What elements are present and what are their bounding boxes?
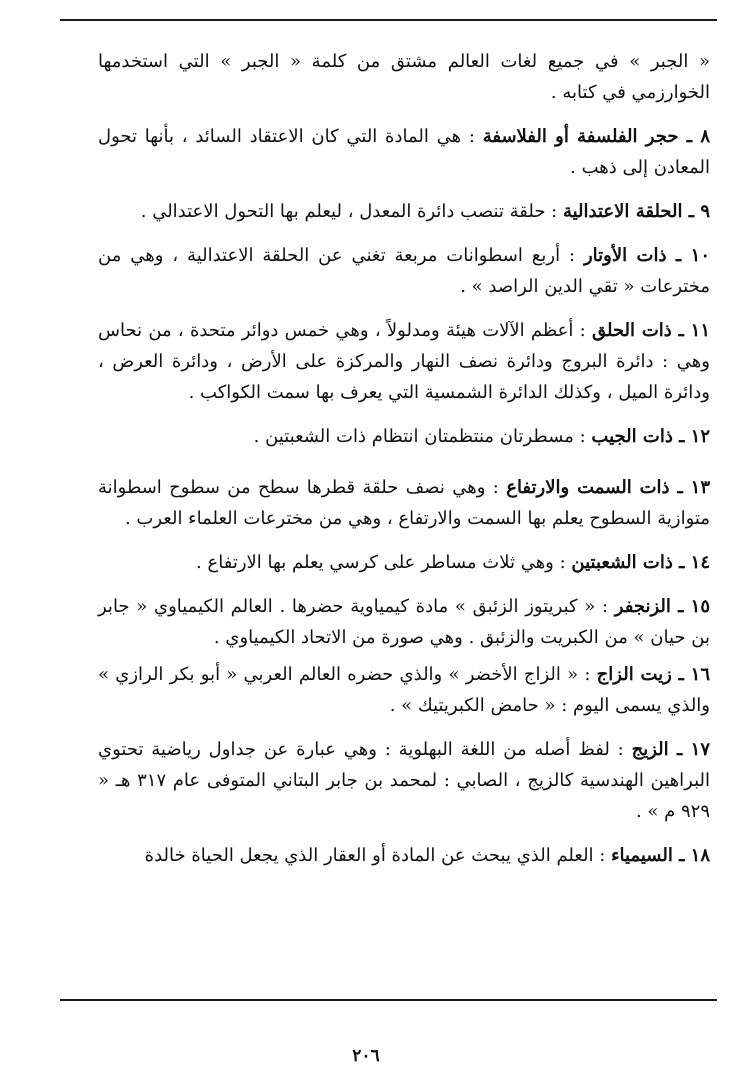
entry-body: « الجبر » في جميع لغات العالم مشتق من كلمة « الجبر » التي استخدمها الخوارزمي في كتابه . [98,51,710,103]
glossary-entry [98,240,710,302]
glossary-entry [98,46,710,108]
entry-body: : وهي نصف حلقة قطرها سطح من سطوح اسطوانة متوازية السطوح يعلم بها السمت والارتفاع ، وهي من مخترعات العلماء العرب . [98,477,710,529]
entry-body: : مسطرتان منتظمتان انتظام ذات الشعبتين . [253,426,592,447]
bottom-rule [60,999,717,1001]
entry-body: : وهي ثلاث مساطر على كرسي يعلم بها الارتفاع . [196,552,572,573]
entry-term: ١٢ ـ ذات الجيب [591,426,710,447]
entry-body: : أعظم الآلات هيئة ومدلولاً ، وهي خمس دوائر متحدة ، من نحاس وهي : دائرة البروج ودائرة نصف النهار والمركزة على الأرض ، ودائرة العرض ، ودائرة الميل ، وكذلك الدائرة الشمسية التي يعرف بها سمت الكواكب . [98,320,710,403]
glossary-entry [98,547,710,578]
glossary-entry [98,121,710,183]
entry-term: ١٠ ـ ذات الأوتار [583,245,710,266]
entry-term: ١١ ـ ذات الحلق [591,320,710,341]
entry-body: : لفظ أصله من اللغة البهلوية : وهي عبارة عن جداول رياضية تحتوي البراهين الهندسية كالزيج ، الصابي : لمحمد بن جابر البتاني المتوفى عام ٣١٧ هـ « ٩٢٩ م » . [98,739,710,822]
page-body [98,46,710,884]
entry-body: : « كبريتوز الزئبق » مادة كيمياوية حضرها . العالم الكيمياوي « جابر بن حيان » من الكبريت والزئبق . وهي صورة من الاتحاد الكيمياوي . [98,596,710,648]
glossary-entry [98,421,710,452]
entry-term: ١٦ ـ زيت الزاج [596,664,710,685]
entry-term: ٨ ـ حجر الفلسفة أو الفلاسفة [482,126,710,147]
entry-term: ١٤ ـ ذات الشعبتين [571,552,710,573]
top-rule [60,19,717,21]
glossary-entry [98,472,710,534]
entry-term: ١٧ ـ الزيج [631,739,711,760]
glossary-entry [98,315,710,408]
glossary-entry [98,840,710,871]
entry-body: : هي المادة التي كان الاعتقاد السائد ، بأنها تحول المعادن إلى ذهب . [98,126,710,178]
glossary-entry [98,734,710,827]
glossary-entry [98,591,710,653]
entry-body: : أربع اسطوانات مربعة تغني عن الحلقة الاعتدالية ، وهي من مخترعات « تقي الدين الراصد » . [98,245,710,297]
entry-term: ١٣ ـ ذات السمت والارتفاع [506,477,710,498]
entry-body: : العلم الذي يبحث عن المادة أو العقار الذي يجعل الحياة خالدة [144,845,612,866]
entry-term: ٩ ـ الحلقة الاعتدالية [562,201,710,222]
entry-body: : حلقة تنصب دائرة المعدل ، ليعلم بها التحول الاعتدالي . [140,201,563,222]
entry-body: : « الزاج الأخضر » والذي حضره العالم العربي « أبو بكر الرازي » والذي يسمى اليوم : « حامض الكبريتيك » . [98,664,710,716]
entry-term: ١٥ ـ الزنجفر [614,596,711,617]
glossary-entry [98,196,710,227]
entry-term: ١٨ ـ السيمياء [611,845,710,866]
glossary-entry [98,659,710,721]
page-number: ٢٠٦ [352,1046,380,1066]
